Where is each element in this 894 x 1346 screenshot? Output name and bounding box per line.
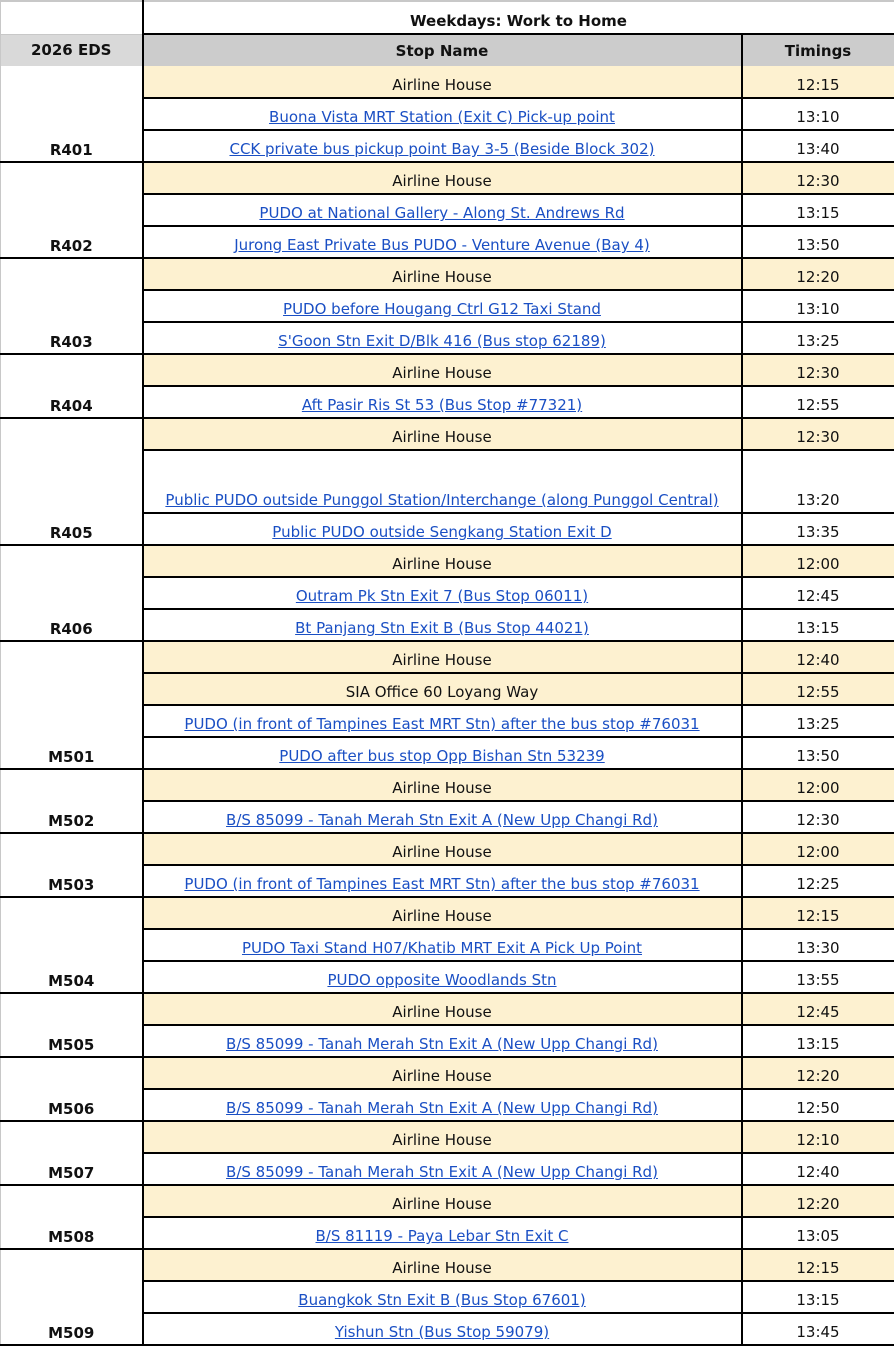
stop-name-cell[interactable] <box>143 66 742 98</box>
stop-name-cell[interactable] <box>143 513 742 545</box>
timing-cell[interactable]: 13:35 <box>742 513 894 545</box>
schedule-title[interactable]: Weekdays: Work to Home <box>143 1 894 34</box>
table-row <box>1 162 894 194</box>
stop-link[interactable]: PUDO at National Gallery - Along St. Andrews Rd <box>259 204 624 222</box>
stop-name: Airline House <box>392 651 491 669</box>
timing-cell[interactable]: 12:10 <box>742 1121 894 1153</box>
stop-name: Airline House <box>392 428 491 446</box>
timing-cell[interactable]: 13:10 <box>742 290 894 322</box>
stop-link[interactable]: Aft Pasir Ris St 53 (Bus Stop #77321) <box>302 396 582 414</box>
stop-name-cell[interactable] <box>143 290 742 322</box>
table-row <box>1 1185 894 1217</box>
route-code-cell[interactable]: M508 <box>1 1185 143 1249</box>
table-row <box>1 1121 894 1153</box>
timing-cell[interactable]: 12:15 <box>742 1249 894 1281</box>
route-code-cell[interactable]: M507 <box>1 1121 143 1185</box>
timing-cell[interactable]: 13:15 <box>742 1281 894 1313</box>
timing-cell[interactable]: 12:30 <box>742 418 894 450</box>
stop-name-cell[interactable] <box>143 1249 742 1281</box>
table-row <box>1 641 894 673</box>
stop-name-cell[interactable] <box>143 673 742 705</box>
stop-link[interactable]: B/S 81119 - Paya Lebar Stn Exit C <box>316 1227 569 1245</box>
stop-name-cell[interactable] <box>143 801 742 833</box>
stop-name-cell[interactable] <box>143 130 742 162</box>
timing-cell[interactable]: 12:20 <box>742 258 894 290</box>
stop-name-cell[interactable] <box>143 577 742 609</box>
stop-name: Airline House <box>392 907 491 925</box>
stop-link[interactable]: B/S 85099 - Tanah Merah Stn Exit A (New Upp Changi Rd) <box>226 811 658 829</box>
stop-name: Airline House <box>392 1195 491 1213</box>
route-code-cell[interactable]: M504 <box>1 897 143 993</box>
stop-name-cell[interactable] <box>143 418 742 450</box>
stop-link[interactable]: PUDO opposite Woodlands Stn <box>327 971 556 989</box>
stop-name-cell[interactable] <box>143 450 742 513</box>
stop-link[interactable]: PUDO (in front of Tampines East MRT Stn) after the bus stop #76031 <box>184 875 699 893</box>
timing-cell[interactable]: 12:20 <box>742 1185 894 1217</box>
stop-link[interactable]: Outram Pk Stn Exit 7 (Bus Stop 06011) <box>296 587 588 605</box>
stop-name: Airline House <box>392 555 491 573</box>
stop-link[interactable]: B/S 85099 - Tanah Merah Stn Exit A (New Upp Changi Rd) <box>226 1035 658 1053</box>
header-timings[interactable]: Timings <box>742 34 894 66</box>
stop-name-cell[interactable] <box>143 98 742 130</box>
stop-name: Airline House <box>392 1131 491 1149</box>
route-code-cell[interactable]: M505 <box>1 993 143 1057</box>
route-code-cell[interactable]: R403 <box>1 258 143 354</box>
stop-name: Airline House <box>392 76 491 94</box>
table-row <box>1 769 894 801</box>
stop-name-cell[interactable] <box>143 961 742 993</box>
stop-name-cell[interactable] <box>143 1089 742 1121</box>
stop-name-cell[interactable] <box>143 641 742 673</box>
table-row <box>1 66 894 98</box>
timing-cell[interactable]: 13:50 <box>742 737 894 769</box>
stop-link[interactable]: Jurong East Private Bus PUDO - Venture Avenue (Bay 4) <box>234 236 650 254</box>
stop-link[interactable]: PUDO before Hougang Ctrl G12 Taxi Stand <box>283 300 601 318</box>
timing-cell[interactable]: 12:55 <box>742 386 894 418</box>
stop-name: Airline House <box>392 364 491 382</box>
timing-cell[interactable]: 13:10 <box>742 98 894 130</box>
stop-name-cell[interactable] <box>143 1217 742 1249</box>
stop-name-cell[interactable] <box>143 322 742 354</box>
timing-cell[interactable]: 13:05 <box>742 1217 894 1249</box>
header-stop-name[interactable]: Stop Name <box>143 34 742 66</box>
table-row <box>1 1249 894 1281</box>
timing-cell[interactable]: 12:25 <box>742 865 894 897</box>
timing-cell[interactable]: 12:45 <box>742 577 894 609</box>
stop-name-cell[interactable] <box>143 354 742 386</box>
stop-name-cell[interactable] <box>143 929 742 961</box>
stop-name-cell[interactable] <box>143 226 742 258</box>
timing-cell[interactable]: 13:30 <box>742 929 894 961</box>
timing-cell[interactable]: 12:50 <box>742 1089 894 1121</box>
stop-name: SIA Office 60 Loyang Way <box>346 683 538 701</box>
timing-cell[interactable]: 12:15 <box>742 66 894 98</box>
stop-name-cell[interactable] <box>143 897 742 929</box>
timing-cell[interactable]: 13:45 <box>742 1313 894 1345</box>
stop-link[interactable]: S'Goon Stn Exit D/Blk 416 (Bus stop 62189) <box>278 332 606 350</box>
table-row <box>1 258 894 290</box>
header-route[interactable]: 2026 EDS <box>1 34 143 66</box>
stop-link[interactable]: Yishun Stn (Bus Stop 59079) <box>335 1323 549 1341</box>
stop-name-cell[interactable] <box>143 833 742 865</box>
timing-cell[interactable]: 12:30 <box>742 801 894 833</box>
table-row <box>1 833 894 865</box>
timing-cell[interactable]: 12:00 <box>742 769 894 801</box>
stop-name: Airline House <box>392 172 491 190</box>
stop-name: Airline House <box>392 268 491 286</box>
stop-name-cell[interactable] <box>143 865 742 897</box>
stop-name: Airline House <box>392 1067 491 1085</box>
stop-link[interactable]: PUDO (in front of Tampines East MRT Stn) after the bus stop #76031 <box>184 715 699 733</box>
stop-link[interactable]: PUDO after bus stop Opp Bishan Stn 53239 <box>279 747 604 765</box>
stop-link[interactable]: Public PUDO outside Punggol Station/Interchange (along Punggol Central) <box>165 491 718 509</box>
stop-name-cell[interactable] <box>143 1121 742 1153</box>
table-row <box>1 354 894 386</box>
stop-name-cell[interactable] <box>143 258 742 290</box>
route-code-cell[interactable]: M506 <box>1 1057 143 1121</box>
stop-name-cell[interactable] <box>143 609 742 641</box>
stop-link[interactable]: Public PUDO outside Sengkang Station Exit D <box>272 523 611 541</box>
route-code-cell[interactable]: R405 <box>1 418 143 545</box>
timing-cell[interactable]: 13:25 <box>742 705 894 737</box>
header-row <box>1 34 894 66</box>
table-row <box>1 545 894 577</box>
timing-cell[interactable]: 13:55 <box>742 961 894 993</box>
stop-name: Airline House <box>392 1259 491 1277</box>
stop-name-cell[interactable] <box>143 993 742 1025</box>
stop-link[interactable]: Bt Panjang Stn Exit B (Bus Stop 44021) <box>295 619 589 637</box>
table-row <box>1 418 894 450</box>
stop-name: Airline House <box>392 779 491 797</box>
stop-link[interactable]: PUDO Taxi Stand H07/Khatib MRT Exit A Pick Up Point <box>242 939 642 957</box>
route-code-cell[interactable]: R402 <box>1 162 143 258</box>
timing-cell[interactable]: 12:20 <box>742 1057 894 1089</box>
route-code-cell[interactable]: M509 <box>1 1249 143 1345</box>
timing-cell[interactable]: 13:15 <box>742 194 894 226</box>
stop-link[interactable]: B/S 85099 - Tanah Merah Stn Exit A (New Upp Changi Rd) <box>226 1099 658 1117</box>
stop-name-cell[interactable] <box>143 386 742 418</box>
timing-cell[interactable]: 13:50 <box>742 226 894 258</box>
route-code-cell[interactable]: M502 <box>1 769 143 833</box>
stop-name-cell[interactable] <box>143 194 742 226</box>
timing-cell[interactable]: 12:00 <box>742 545 894 577</box>
timing-cell[interactable]: 12:55 <box>742 673 894 705</box>
stop-name-cell[interactable] <box>143 1025 742 1057</box>
stop-name-cell[interactable] <box>143 705 742 737</box>
blank-cell[interactable] <box>1 1 143 34</box>
stop-link[interactable]: Buona Vista MRT Station (Exit C) Pick-up point <box>269 108 615 126</box>
route-code-cell[interactable]: R404 <box>1 354 143 418</box>
timing-cell[interactable]: 13:15 <box>742 609 894 641</box>
timing-cell[interactable]: 13:15 <box>742 1025 894 1057</box>
stop-link[interactable]: CCK private bus pickup point Bay 3-5 (Beside Block 302) <box>229 140 654 158</box>
timing-cell[interactable]: 12:40 <box>742 641 894 673</box>
timing-cell[interactable]: 12:00 <box>742 833 894 865</box>
stop-link[interactable]: B/S 85099 - Tanah Merah Stn Exit A (New Upp Changi Rd) <box>226 1163 658 1181</box>
timing-cell[interactable]: 12:40 <box>742 1153 894 1185</box>
table-row <box>1 1057 894 1089</box>
stop-name-cell[interactable] <box>143 769 742 801</box>
timing-cell[interactable]: 13:20 <box>742 450 894 513</box>
table-row <box>1 897 894 929</box>
stop-name-cell[interactable] <box>143 1281 742 1313</box>
timing-cell[interactable]: 13:40 <box>742 130 894 162</box>
stop-name-cell[interactable] <box>143 162 742 194</box>
timing-cell[interactable]: 12:30 <box>742 354 894 386</box>
stop-name: Airline House <box>392 843 491 861</box>
stop-name-cell[interactable] <box>143 1057 742 1089</box>
route-code-cell[interactable]: M501 <box>1 641 143 769</box>
route-code-cell[interactable]: M503 <box>1 833 143 897</box>
stop-name-cell[interactable] <box>143 1313 742 1345</box>
title-row <box>1 1 894 34</box>
stop-name-cell[interactable] <box>143 1185 742 1217</box>
stop-name-cell[interactable] <box>143 545 742 577</box>
stop-name-cell[interactable] <box>143 737 742 769</box>
table-row <box>1 993 894 1025</box>
stop-link[interactable]: Buangkok Stn Exit B (Bus Stop 67601) <box>298 1291 585 1309</box>
timing-cell[interactable]: 12:45 <box>742 993 894 1025</box>
stop-name: Airline House <box>392 1003 491 1021</box>
timing-cell[interactable]: 12:15 <box>742 897 894 929</box>
stop-name-cell[interactable] <box>143 1153 742 1185</box>
route-code-cell[interactable]: R406 <box>1 545 143 641</box>
timing-cell[interactable]: 12:30 <box>742 162 894 194</box>
route-code-cell[interactable]: R401 <box>1 66 143 162</box>
timing-cell[interactable]: 13:25 <box>742 322 894 354</box>
